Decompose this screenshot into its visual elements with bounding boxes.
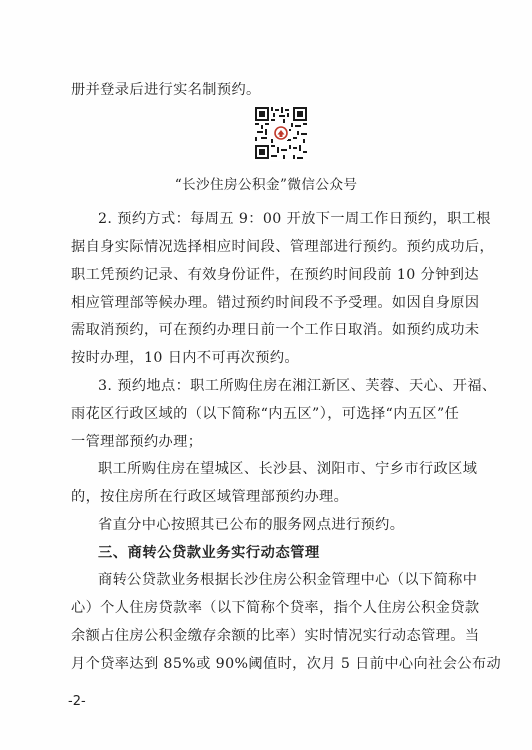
paragraph-line: 心）个人住房贷款率（以下简称个贷率，指个人住房公积金贷款: [71, 600, 480, 616]
paragraph-line: 的，按住房所在行政区域管理部预约办理。: [71, 489, 349, 505]
paragraph-line: 一管理部预约办理；: [71, 434, 203, 450]
paragraph-line: 省直分中心按照其已公布的服务网点进行预约。: [98, 517, 405, 533]
paragraph-line: 月个贷率达到 85%或 90%阈值时，次月 5 日前中心向社会公布动: [71, 656, 502, 672]
paragraph-line: 按时办理，10 日内不可再次预约。: [71, 350, 299, 366]
page-number: -2-: [68, 694, 86, 709]
paragraph-line: 商转公贷款业务根据长沙住房公积金管理中心（以下简称中: [98, 572, 478, 588]
paragraph-line: 雨花区行政区域的（以下简称“内五区”），可选择“内五区”任: [71, 406, 460, 422]
paragraph-line: 需取消预约，可在预约办理日前一个工作日取消。如预约成功未: [71, 322, 480, 338]
paragraph-line: 2. 预约方式：每周五 9：00 开放下一周工作日预约，职工根: [98, 211, 491, 227]
paragraph-line: 职工凭预约记录、有效身份证件，在预约时间段前 10 分钟到达: [71, 267, 479, 283]
paragraph-line: 相应管理部等候办理。错过预约时间段不予受理。如因自身原因: [71, 295, 480, 311]
paragraph-line: 3. 预约地点：职工所购住房在湘江新区、芙蓉、天心、开福、: [98, 378, 497, 394]
paragraph-line: 册并登录后进行实名制预约。: [71, 82, 261, 98]
qr-code-icon: [253, 105, 309, 161]
section-heading: 三、商转公贷款业务实行动态管理: [98, 545, 320, 561]
paragraph-line: 职工所购住房在望城区、长沙县、浏阳市、宁乡市行政区域: [98, 461, 478, 477]
qr-caption: “长沙住房公积金”微信公众号: [174, 177, 358, 193]
paragraph-line: 余额占住房公积金缴存余额的比率）实时情况实行动态管理。当: [71, 628, 480, 644]
paragraph-line: 据自身实际情况选择相应时间段、管理部进行预约。预约成功后，: [71, 239, 495, 255]
